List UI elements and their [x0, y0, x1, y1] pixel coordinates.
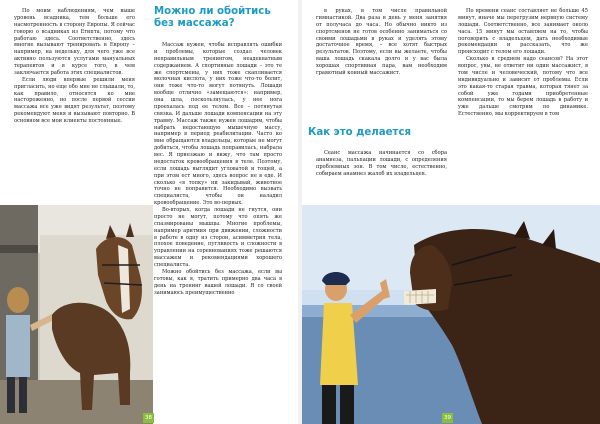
section-heading-how-it-is-done: Как это делается [308, 127, 412, 138]
horse-massage-photo-stable [0, 205, 153, 424]
right-column-2 [458, 8, 588, 118]
paragraph: Сколько в среднем надо сеансов? На этот вопрос, увы, не ответит ни один массажист, в том числе и человеческий, потому что все индивидуально и зависит от проблемы. Если это какая-то старая травма, которая тянет за собой уже годами приобретенные компенсации, то мы берем лошадь в работу и уже дальше смотрим по динамике. Естественно, мы корректируем в том [458, 56, 588, 118]
horse-smiling-beach-photo [302, 205, 600, 424]
left-page [0, 0, 298, 424]
right-column-1-top [316, 8, 447, 77]
paragraph: Во-вторых, когда лошади не гнутся, они просто не могут, потому что опять же спазмированы мышцы. Многие проблемы, например аритмия при движении, сложности в работе в одну из сторон, асимметрия тела, плохое поведение, пугливость и сложности в управлении на соревнованиях тоже решаются массажем и рекомендациями хорошего специалиста. [154, 207, 282, 268]
left-column-1 [14, 8, 135, 125]
paragraph: Если люди впервые решили меня пригласить, но еще обо мне не слышали, то, как правило, относятся ко мне настороженно, но после первой сессии массажа все уже видят результат, поэтому рекомендуют меня и вызывают повторно. В основном все мои клиенты постоянные. [14, 76, 135, 124]
paragraph: Массаж нужен, чтобы исправлять ошибки и проблемы, которые создал человек неправильным тренингом, неадекватным содержанием. А спортивные лошади – это те же спортсмены, у них тоже скапливается молочная кислота, у них тоже что-то болит, они тоже что-то могут потянуть. Лошади вообще отлично «замещаются»: например, она шла, поскользнулась, у нее нога проехалась под ее телом. Все – потянутая связка. И дальше лошади компенсации на эту травму. Массаж также нужен лошадям, чтобы набрать недостающую мышечную массу, например в период реабилитации. Часто ко мне обращаются владельцы, которые не могут добиться, чтобы лошадь поправилась, набрала вес. Я приезжаю и вижу, что там просто недостаток кровообращения в теле. Поэтому, если лошадь выглядит угловатой и тощей, а при этом ест много, здесь вопрос не в еде. И сколько «в топку» ни закидывай, животное точно не поправится. Необходимо вызвать специалиста, чтобы он наладил кровообращение. Это во-первых. [154, 42, 282, 207]
paragraph: По времени сеанс составляет не больше 45 минут, иначе мы перегрузим нервную систему лошади. Соответственно, все занимает около часа. 15 минут мы оставляем на то, чтобы поговорить с владельцем, дать необходимые рекомендации и рассказать, что же происходит с телом его лошади. [458, 8, 588, 56]
section-heading-massage: Можно ли обойтись без массажа? [154, 6, 271, 29]
paragraph: По моим наблюдениям, чем выше уровень всадника, тем больше его насмотренность в сторону Европы. Я сейчас говорю о всадниках из Египта, потому что работаю здесь. Соответственно, здесь многие вызывают тренировать в Европу – например, на недельку, для чего уже все активно пользуются услугами мануальных терапевтов и в курсе того, в чем заключается работа этих специалистов. [14, 8, 135, 76]
right-page [302, 0, 600, 424]
right-column-1-bottom [316, 150, 447, 178]
paragraph: в руках, в том числе правильной гимнастикой. Два раза в день у меня занятия от получаса до часа. Но обычно никто из спортсменов не готов особенно заниматься со своими лошадьми в руках и уделять этому достаточное время, – все хотят быстрых результатов. Поэтому, если вы желаете, чтобы ваша лошадь скакала долго и у вас была хорошая спортивная пара, вам необходим грамотный конный массажист. [316, 8, 447, 76]
page-number-left: 38 [145, 415, 152, 421]
page-number-right: 39 [444, 415, 451, 421]
left-column-2 [154, 42, 282, 296]
paragraph: Сеанс массажа начинается со сбора анамнеза, пальпации лошади, с определения проблемных зон. В том числе, естественно, собираем анамнез жалоб их владельцев. [316, 150, 447, 177]
paragraph: Можно обойтись без массажа, если вы готовы, как я, тратить примерно два часа в день на тренинг вашей лошади. Я со своей занимаюсь преимущественно [154, 268, 282, 296]
